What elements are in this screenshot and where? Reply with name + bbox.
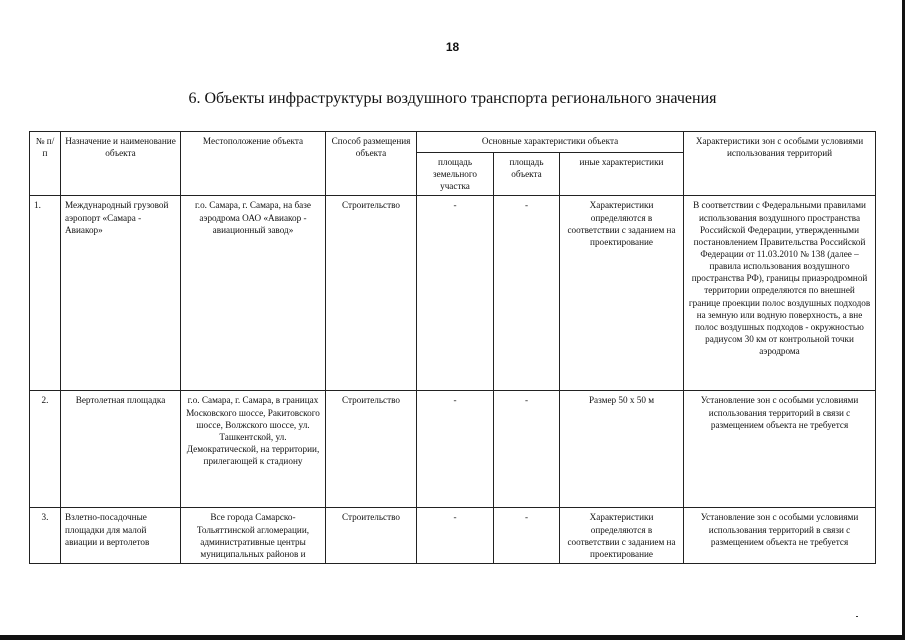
row-land-area: -	[417, 508, 494, 564]
row-name: Вертолетная площадка	[61, 391, 181, 508]
row-zones: В соответствии с Федеральными правилами использования воздушного пространства Российской Федерации, утвержденными постановлением Правительства Российской Федерации от 11.03.2010 № 138 (далее – правила использования воздушного пространства РФ), границы приаэродромной территории определяются по внешней границе проекции полос воздушных подходов на земную или водную поверхность, а вне полос воздушных подходов - окружностью радиусом 30 км от контрольной точки аэродрома	[684, 196, 876, 391]
row-object-area: -	[494, 508, 560, 564]
header-other-characteristics: иные характеристики	[560, 153, 684, 196]
row-zones: Установление зон с особыми условиями использования территорий в связи с размещением объекта не требуется	[684, 391, 876, 508]
row-num: 2.	[30, 391, 61, 508]
row-other-characteristics: Характеристики определяются в соответствии с заданием на проектирование	[560, 196, 684, 391]
row-object-area: -	[494, 196, 560, 391]
row-name: Взлетно-посадочные площадки для малой авиации и вертолетов	[61, 508, 181, 564]
infrastructure-table	[29, 131, 876, 564]
header-zones: Характеристики зон с особыми условиями использования территорий	[684, 132, 876, 196]
table-row	[30, 391, 876, 508]
scan-speck	[856, 616, 858, 617]
row-zones: Установление зон с особыми условиями использования территорий в связи с размещением объекта не требуется	[684, 508, 876, 564]
table-header-row	[30, 132, 876, 153]
row-object-area: -	[494, 391, 560, 508]
row-other-characteristics: Размер 50 х 50 м	[560, 391, 684, 508]
row-location: г.о. Самара, г. Самара, на базе аэродрома ОАО «Авиакор - авиационный завод»	[181, 196, 326, 391]
row-method: Строительство	[326, 196, 417, 391]
row-method: Строительство	[326, 508, 417, 564]
header-num: № п/п	[30, 132, 61, 196]
row-location: г.о. Самара, г. Самара, в границах Московского шоссе, Ракитовского шоссе, Волжского шоссе, ул. Ташкентской, ул. Демократической, на территории, прилегающей к стадиону	[181, 391, 326, 508]
row-other-characteristics: Характеристики определяются в соответствии с заданием на проектирование	[560, 508, 684, 564]
header-location: Местоположение объекта	[181, 132, 326, 196]
row-land-area: -	[417, 391, 494, 508]
row-num: 1.	[30, 196, 61, 391]
row-location: Все города Самарско-Тольяттинской агломерации, административные центры муниципальных районов и	[181, 508, 326, 564]
row-name: Международный грузовой аэропорт «Самара - Авиакор»	[61, 196, 181, 391]
header-land-area: площадь земельного участка	[417, 153, 494, 196]
row-land-area: -	[417, 196, 494, 391]
page-number: 18	[445, 40, 460, 54]
page-border-bottom	[0, 635, 905, 640]
table-row	[30, 196, 876, 391]
table-row	[30, 508, 876, 564]
header-main-characteristics: Основные характеристики объекта	[417, 132, 684, 153]
section-title: 6. Объекты инфраструктуры воздушного транспорта регионального значения	[188, 90, 717, 107]
header-method: Способ размещения объекта	[326, 132, 417, 196]
header-name: Назначение и наименование объекта	[61, 132, 181, 196]
row-method: Строительство	[326, 391, 417, 508]
row-num: 3.	[30, 508, 61, 564]
header-object-area: площадь объекта	[494, 153, 560, 196]
